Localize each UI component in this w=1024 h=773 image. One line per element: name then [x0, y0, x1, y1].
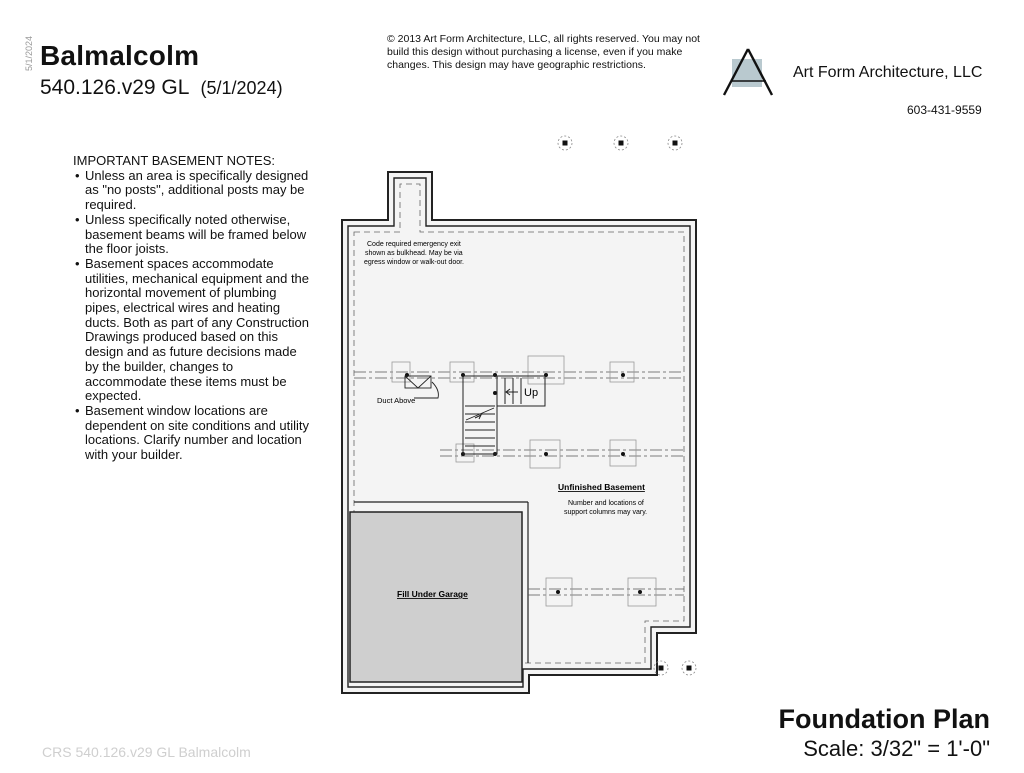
plan-number-line: [40, 76, 283, 100]
watermark: CRS 540.126.v29 GL Balmalcolm: [42, 744, 251, 760]
notes-list: [73, 169, 313, 463]
drawing-title: Foundation Plan: [778, 704, 990, 734]
basement-notes: [73, 154, 313, 463]
columns-note-line-1: Number and locations of: [568, 500, 644, 507]
egress-note-line-3: egress window or walk-out door.: [364, 259, 464, 266]
plan-name: Balmalcolm: [40, 40, 200, 71]
egress-note-line-2: shown as bulkhead. May be via: [365, 250, 463, 257]
plan-date: (5/1/2024): [200, 78, 283, 98]
egress-note-line-1: Code required emergency exit: [367, 241, 461, 248]
columns-note-line-2: support columns may vary.: [564, 509, 648, 516]
art-form-logo-icon: [722, 47, 778, 99]
note-item: • Basement spaces accommodate utilities, mechanical equipment and the horizontal movement of plumbing pipes, electrical wires and heating ducts. Both as part of any Construction Drawings produced based on this design and as future decisions made by the builder, changes to accommodate these items must be expected.: [73, 257, 313, 404]
garage-label: Fill Under Garage: [397, 589, 468, 599]
copyright-notice: © 2013 Art Form Architecture, LLC, all rights reserved. You may not build this design without purchasing a license, even if you make changes. This design may have geographic restrictions.: [387, 33, 700, 71]
basement-label: Unfinished Basement: [558, 482, 645, 492]
note-item: • Unless specifically noted otherwise, basement beams will be framed below the floor joists.: [73, 213, 313, 257]
plan-number: 540.126.v29 GL: [40, 76, 189, 99]
company-phone: 603-431-9559: [907, 103, 982, 117]
side-date: 5/1/2024: [24, 35, 34, 71]
notes-heading: IMPORTANT BASEMENT NOTES:: [73, 153, 276, 168]
note-item: • Unless an area is specifically designed as "no posts", additional posts may be required.: [73, 169, 313, 213]
stair-label: Up: [524, 387, 539, 399]
drawing-scale: Scale: 3/32" = 1'-0": [803, 736, 990, 761]
note-item: • Basement window locations are dependent on site conditions and utility locations. Clarify number and location with your builder.: [73, 404, 313, 463]
company-name: Art Form Architecture, LLC: [793, 64, 983, 81]
foundation-plan-drawing: [330, 130, 710, 710]
duct-label: Duct Above: [377, 396, 416, 405]
